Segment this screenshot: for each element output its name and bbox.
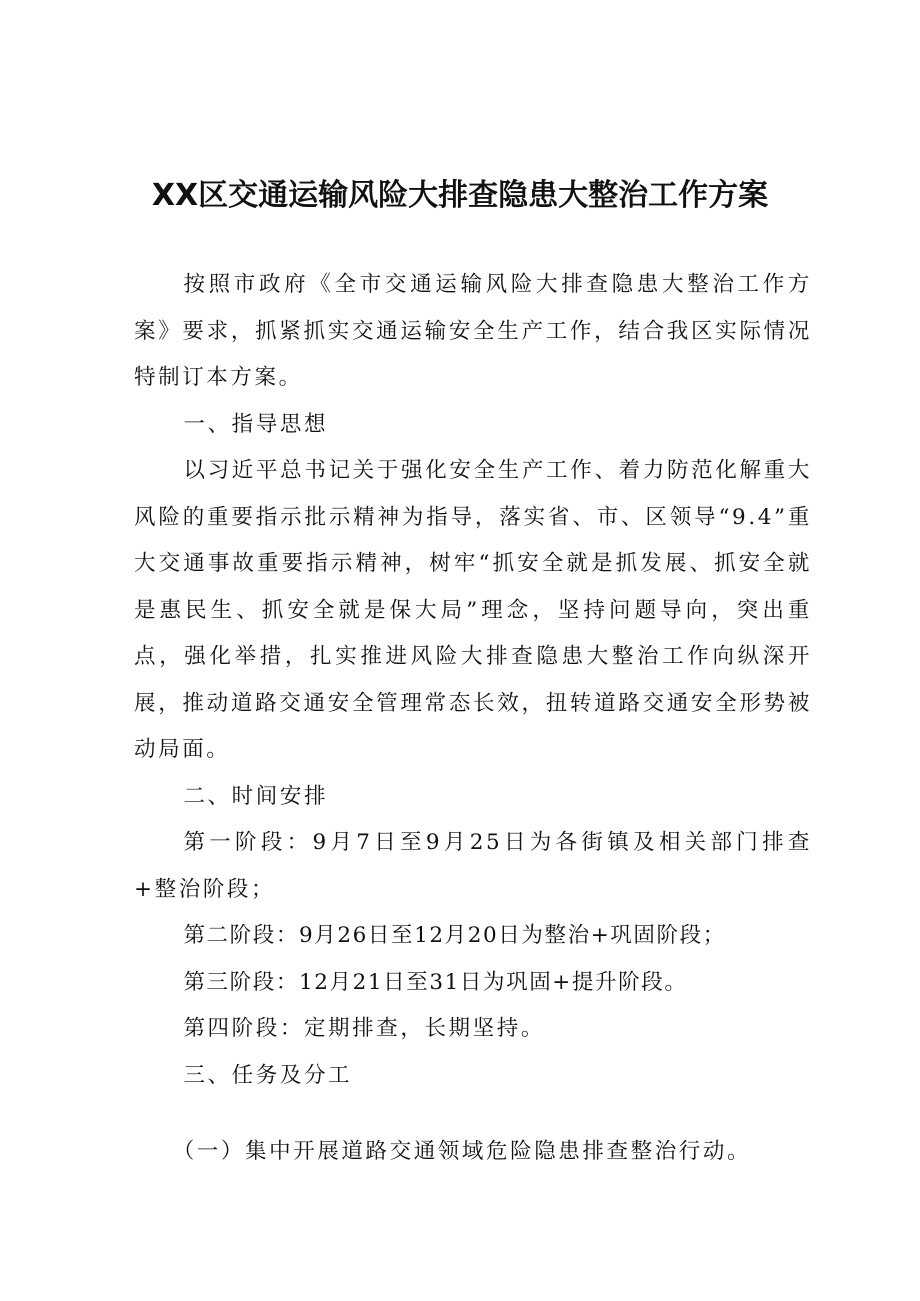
section-heading-schedule: 二、时间安排 (183, 783, 329, 809)
schedule-stage-3: 第三阶段：12月21日至31日为巩固+提升阶段。 (183, 969, 688, 995)
document-title: XX区交通运输风险大排查隐患大整治工作方案 (151, 178, 769, 213)
intro-paragraph: 按照市政府《全市交通运输风险大排查隐患大整治工作方案》要求，抓紧抓实交通运输安全生产工作，结合我区实际情况特制订本方案。 (134, 272, 812, 390)
guiding-thought-paragraph: 以习近平总书记关于强化安全生产工作、着力防范化解重大风险的重要指示批示精神为指导，落实省、市、区领导“9.4”重大交通事故重要指示精神，树牢“抓安全就是抓发展、抓安全就是惠民生、抓安全就是保大局”理念，坚持问题导向，突出重点，强化举措，扎实推进风险大排查隐患大整治工作向纵深开展，推动道路交通安全管理常态长效，扭转道路交通安全形势被动局面。 (134, 458, 812, 762)
task-item-1: （一）集中开展道路交通领域危险隐患排查整治行动。 (172, 1139, 752, 1164)
section-heading-tasks: 三、任务及分工 (183, 1062, 353, 1088)
section-heading-guiding-thought: 一、指导思想 (183, 411, 329, 437)
document-body (134, 262, 812, 1176)
schedule-stage-4: 第四阶段：定期排查，长期坚持。 (183, 1016, 545, 1041)
schedule-stage-2: 第二阶段：9月26日至12月20日为整治+巩固阶段； (183, 923, 726, 948)
schedule-stage-1: 第一阶段：9月7日至9月25日为各街镇及相关部门排查+整治阶段； (134, 830, 812, 902)
